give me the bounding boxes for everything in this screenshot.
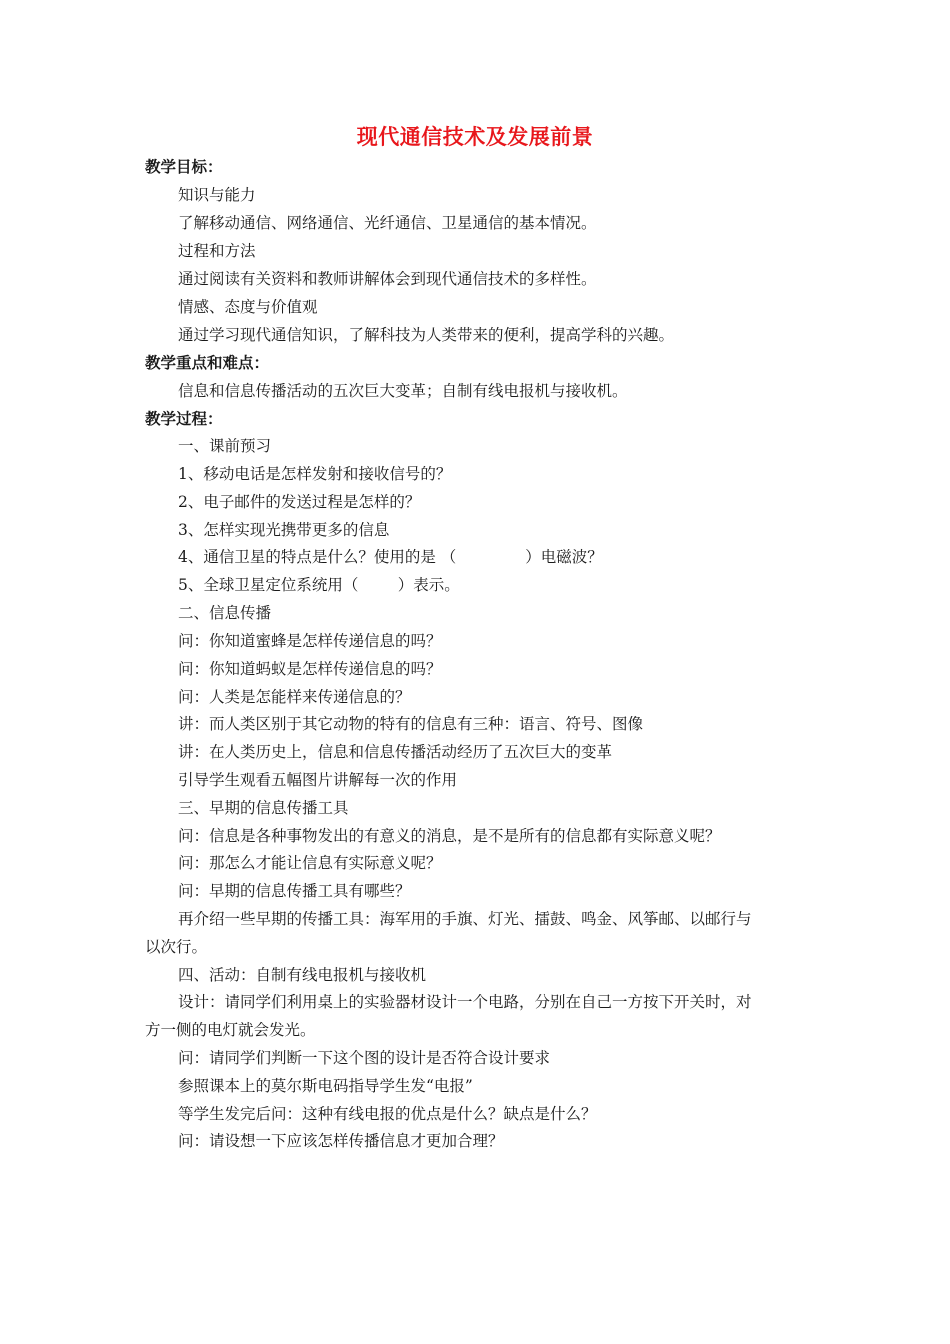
process-line: 引导学生观看五幅图片讲解每一次的作用 xyxy=(178,771,458,789)
process-line: 一、课前预习 xyxy=(178,437,272,455)
process-line: 讲：而人类区别于其它动物的特有的信息有三种：语言、符号、图像 xyxy=(178,715,644,733)
process-line: 1、移动电话是怎样发射和接收信号的？ xyxy=(178,465,452,483)
process-line: 方一侧的电灯就会发光。 xyxy=(145,1021,316,1039)
objective-line: 通过阅读有关资料和教师讲解体会到现代通信技术的多样性。 xyxy=(178,270,597,288)
process-line: 问：你知道蚂蚁是怎样传递信息的吗？ xyxy=(178,660,442,678)
process-line: 再介绍一些早期的传播工具：海军用的手旗、灯光、擂鼓、鸣金、风筝邮、以邮行与 xyxy=(178,910,752,928)
process-line: 问：你知道蜜蜂是怎样传递信息的吗？ xyxy=(178,632,442,650)
process-heading: 教学过程： xyxy=(145,409,223,428)
process-line: 4、通信卫星的特点是什么？使用的是 （ ）电磁波？ xyxy=(178,548,603,566)
process-line: 以次行。 xyxy=(145,938,208,956)
process-line: 设计：请同学们利用桌上的实验器材设计一个电路，分别在自己一方按下开关时，对 xyxy=(178,993,752,1011)
process-line: 3、怎样实现光携带更多的信息 xyxy=(178,521,390,539)
key-points-text: 信息和信息传播活动的五次巨大变革；自制有线电报机与接收机。 xyxy=(178,382,628,400)
process-line: 问：早期的信息传播工具有哪些？ xyxy=(178,882,411,900)
process-line: 5、全球卫星定位系统用（ ）表示。 xyxy=(178,576,460,594)
process-line: 问：人类是怎能样来传递信息的？ xyxy=(178,688,411,706)
objective-line: 了解移动通信、网络通信、光纤通信、卫星通信的基本情况。 xyxy=(178,214,597,232)
objective-line: 知识与能力 xyxy=(178,186,256,204)
process-line: 问：那怎么才能让信息有实际意义呢？ xyxy=(178,854,442,872)
objective-line: 过程和方法 xyxy=(178,242,256,260)
objective-line: 情感、态度与价值观 xyxy=(178,298,318,316)
objectives-heading: 教学目标： xyxy=(145,157,223,176)
objective-line: 通过学习现代通信知识，了解科技为人类带来的便利，提高学科的兴趣。 xyxy=(178,326,675,344)
process-line: 2、电子邮件的发送过程是怎样的？ xyxy=(178,493,421,511)
key-points-heading: 教学重点和难点： xyxy=(145,353,270,372)
process-line: 四、活动：自制有线电报机与接收机 xyxy=(178,966,427,984)
document-title: 现代通信技术及发展前景 xyxy=(356,124,594,149)
process-line: 参照课本上的莫尔斯电码指导学生发“电报” xyxy=(178,1077,473,1095)
process-line: 问：请同学们判断一下这个图的设计是否符合设计要求 xyxy=(178,1049,551,1067)
process-line: 等学生发完后问：这种有线电报的优点是什么？缺点是什么？ xyxy=(178,1105,597,1123)
process-line: 二、信息传播 xyxy=(178,604,272,622)
process-line: 讲：在人类历史上，信息和信息传播活动经历了五次巨大的变革 xyxy=(178,743,613,761)
process-line: 问：信息是各种事物发出的有意义的消息，是不是所有的信息都有实际意义呢？ xyxy=(178,827,721,845)
process-line: 问：请设想一下应该怎样传播信息才更加合理？ xyxy=(178,1132,504,1150)
process-line: 三、早期的信息传播工具 xyxy=(178,799,349,817)
